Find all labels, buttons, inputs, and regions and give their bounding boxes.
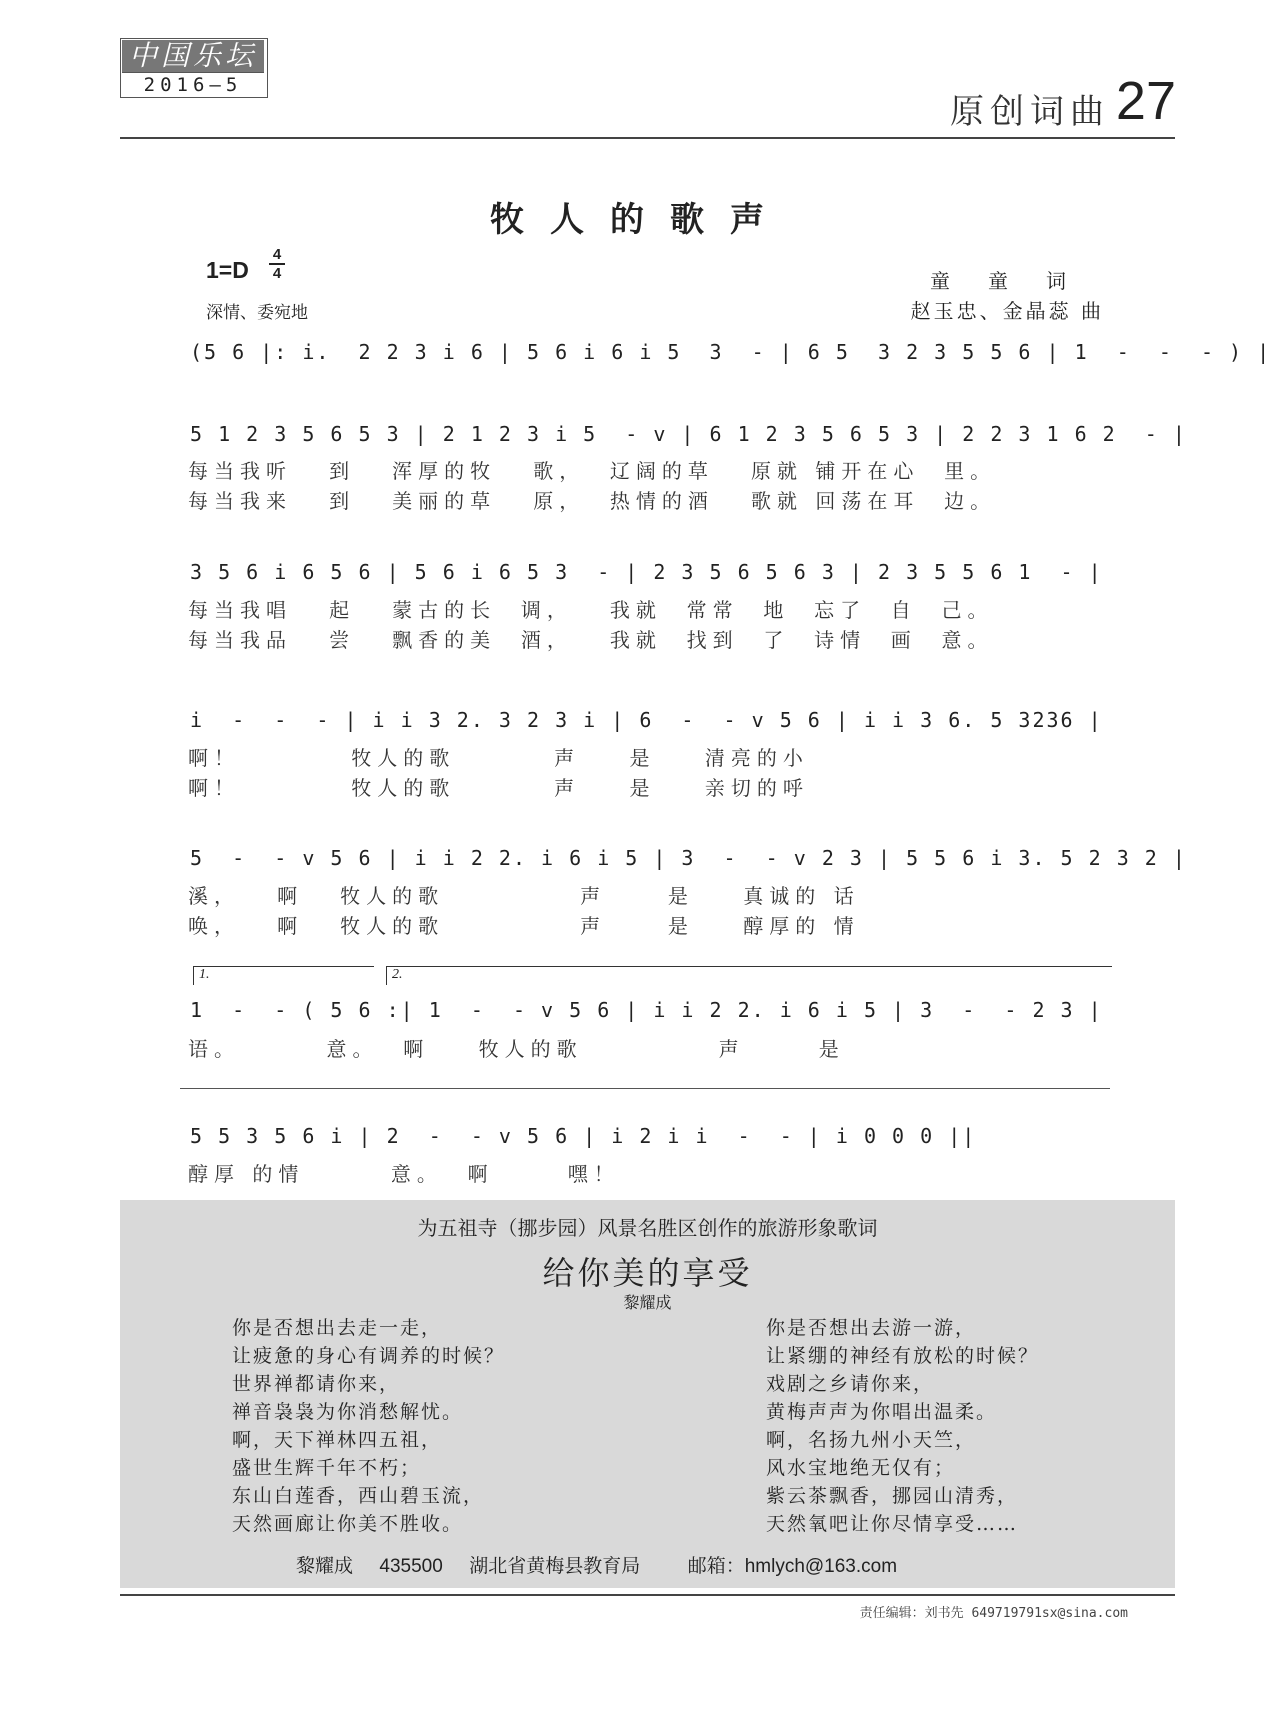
tempo-marking: 深情、委宛地 bbox=[206, 303, 308, 322]
poem-line: 啊，名扬九州小天竺， bbox=[766, 1429, 977, 1451]
lyric-line: 每当我听 到 浑厚的牧 歌， 辽阔的草 原就 铺开在心 里。 bbox=[188, 459, 997, 483]
sidebar-contact: 黎耀成 435500 湖北省黄梅县教育局 邮箱：hmlych@163.com bbox=[296, 1556, 898, 1577]
sidebar-title: 给你美的享受 bbox=[542, 1254, 753, 1292]
footer-rule bbox=[120, 1594, 1175, 1596]
music-line: 5 1 2 3 5 6 5 3 | 2 1 2 3 i 5 - v | 6 1 2 3 5 6 5 3 | 2 2 3 1 6 2 - | bbox=[190, 422, 1187, 446]
poem-line: 世界禅都请你来， bbox=[232, 1373, 401, 1395]
poem-line: 你是否想出去游一游， bbox=[766, 1317, 977, 1339]
magazine-name: 中国乐坛 bbox=[122, 40, 264, 72]
lyric-line: 溪， 啊 牧人的歌 声 是 真诚的 话 bbox=[188, 884, 860, 908]
poem-line: 啊，天下禅林四五祖， bbox=[232, 1429, 443, 1451]
section-title: 原创词曲 bbox=[950, 92, 1110, 132]
lyric-line: 每当我品 尝 飘香的美 酒， 我就 找到 了 诗情 画 意。 bbox=[188, 628, 994, 652]
time-top: 4 bbox=[272, 246, 282, 263]
song-key: 1=D bbox=[206, 257, 249, 283]
poem-line: 东山白莲香，西山碧玉流， bbox=[232, 1485, 485, 1507]
poem-line: 让紧绷的神经有放松的时候？ bbox=[766, 1345, 1040, 1367]
music-line: 5 5 3 5 6 i | 2 - - v 5 6 | i 2 i i - - | i 0 0 0 || bbox=[190, 1124, 977, 1148]
volta-first-ending: 1. bbox=[193, 966, 374, 985]
music-line: i - - - | i i 3 2. 3 2 3 i | 6 - - v 5 6 | i i 3 6. 5 3236 | bbox=[190, 708, 1103, 732]
lyric-line: 啊！ 牧人的歌 声 是 清亮的小 bbox=[188, 746, 809, 770]
song-title: 牧人的歌声 bbox=[490, 200, 790, 240]
lyric-line: 醇厚 的情 意。 啊 嘿！ bbox=[188, 1162, 620, 1186]
poem-line: 天然画廊让你美不胜收。 bbox=[232, 1513, 464, 1535]
music-line: 5 - - v 5 6 | i i 2 2. i 6 i 5 | 3 - - v 2 3 | 5 5 6 i 3. 5 2 3 2 | bbox=[190, 846, 1187, 870]
sidebar-subtitle: 为五祖寺（挪步园）风景名胜区创作的旅游形象歌词 bbox=[417, 1218, 878, 1240]
lyric-line: 啊！ 牧人的歌 声 是 亲切的呼 bbox=[188, 776, 809, 800]
time-signature bbox=[268, 246, 286, 282]
poem-line: 紫云茶飘香，挪园山清秀， bbox=[766, 1485, 1019, 1507]
composer: 赵玉忠、金晶蕊 曲 bbox=[910, 299, 1104, 323]
music-line: 3 5 6 i 6 5 6 | 5 6 i 6 5 3 - | 2 3 5 6 5 6 3 | 2 3 5 5 6 1 - | bbox=[190, 560, 1103, 584]
issue-number: 2016—5 bbox=[122, 72, 264, 97]
poem-line: 让疲惫的身心有调养的时候？ bbox=[232, 1345, 506, 1367]
lyric-line: 语。 意。 啊 牧人的歌 声 是 bbox=[188, 1037, 845, 1061]
music-line: 1 - - ( 5 6 :| 1 - - v 5 6 | i i 2 2. i 6 i 5 | 3 - - 2 3 | bbox=[190, 998, 1103, 1022]
poem-right-column bbox=[766, 1314, 1039, 1538]
poem-left-column bbox=[232, 1314, 505, 1538]
lyric-line: 唤， 啊 牧人的歌 声 是 醇厚的 情 bbox=[188, 914, 860, 938]
time-bottom: 4 bbox=[272, 264, 282, 282]
volta-second-ending: 2. bbox=[386, 966, 1112, 985]
poem-line: 盛世生辉千年不朽； bbox=[232, 1457, 422, 1479]
poem-line: 你是否想出去走一走， bbox=[232, 1317, 443, 1339]
poem-line: 禅音袅袅为你消愁解忧。 bbox=[232, 1401, 464, 1423]
page-number: 27 bbox=[1115, 71, 1176, 131]
sidebar-author: 黎耀成 bbox=[623, 1295, 672, 1312]
poem-line: 戏剧之乡请你来， bbox=[766, 1373, 935, 1395]
music-line: (5 6 |: i. 2 2 3 i 6 | 5 6 i 6 i 5 3 - | 6 5 3 2 3 5 5 6 | 1 - - - ) | bbox=[190, 340, 1272, 364]
lyric-line: 每当我来 到 美丽的草 原， 热情的酒 歌就 回荡在耳 边。 bbox=[188, 489, 997, 513]
poem-line: 天然氧吧让你尽情享受…… bbox=[766, 1513, 1019, 1535]
editor-credit: 责任编辑：刘书先 649719791sx@sina.com bbox=[859, 1606, 1128, 1621]
poem-line: 风水宝地绝无仅有； bbox=[766, 1457, 956, 1479]
poem-line: 黄梅声声为你唱出温柔。 bbox=[766, 1401, 998, 1423]
lyricist: 童童词 bbox=[930, 269, 1104, 293]
header-rule bbox=[120, 137, 1175, 139]
ending-bracket-line bbox=[180, 1088, 1110, 1089]
lyric-line: 每当我唱 起 蒙古的长 调， 我就 常常 地 忘了 自 己。 bbox=[188, 598, 994, 622]
